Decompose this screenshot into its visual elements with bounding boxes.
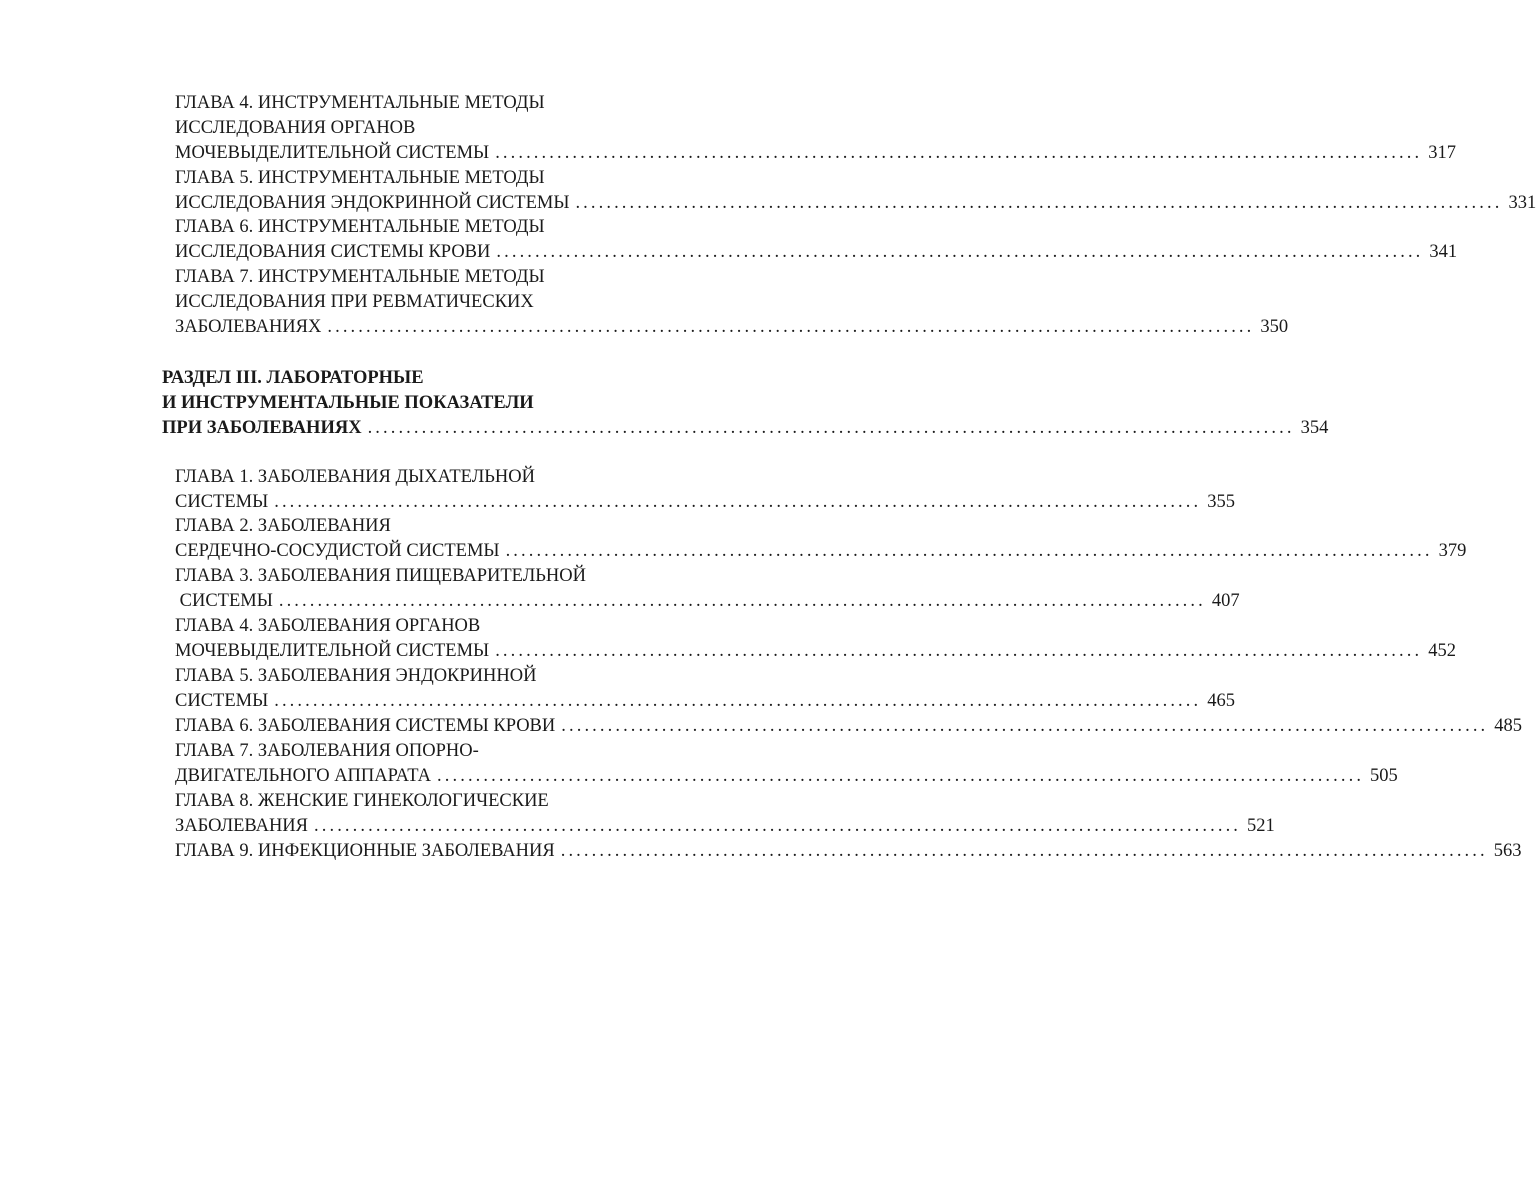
toc-entry-title-line: ГЛАВА 4. ЗАБОЛЕВАНИЯ ОРГАНОВ	[175, 616, 481, 636]
toc-entry-ch4-diseases[interactable]	[175, 614, 1456, 664]
toc-entry-title-end: ГЛАВА 6. ЗАБОЛЕВАНИЯ СИСТЕМЫ КРОВИ	[175, 716, 556, 736]
toc-entry-title-line: ГЛАВА 4. ИНСТРУМЕНТАЛЬНЫЕ МЕТОДЫ	[175, 93, 545, 113]
toc-entry-title-line: ИССЛЕДОВАНИЯ ОРГАНОВ	[175, 118, 416, 138]
dot-leader: ........................................................................................................................	[495, 641, 1423, 661]
toc-entry-ch6-diseases[interactable]	[175, 714, 1523, 739]
toc-entry-leader-line	[175, 764, 1398, 789]
toc-entry-title-end: ИССЛЕДОВАНИЯ СИСТЕМЫ КРОВИ	[175, 242, 491, 262]
toc-page-number: 465	[1207, 691, 1235, 711]
toc-entry-title-end: СИСТЕМЫ	[175, 691, 269, 711]
toc-entry-leader-line	[175, 689, 1235, 714]
toc-entry-leader-line	[175, 490, 1235, 515]
toc-entry-ch7-diseases[interactable]	[175, 739, 1398, 789]
toc-page-number: 563	[1493, 841, 1522, 861]
toc-entry-ch9-diseases[interactable]	[175, 839, 1522, 864]
dot-leader: ........................................................................................................................	[437, 766, 1365, 786]
toc-entry-title-line: ГЛАВА 6. ИНСТРУМЕНТАЛЬНЫЕ МЕТОДЫ	[175, 217, 545, 237]
toc-entry-ch4-instrumental[interactable]	[175, 91, 1456, 166]
dot-leader: ........................................................................................................................	[314, 816, 1242, 836]
toc-entry-title-end: ЗАБОЛЕВАНИЯХ	[175, 317, 322, 337]
dot-leader: ........................................................................................................................	[560, 841, 1488, 861]
toc-entry-ch6-instrumental[interactable]	[175, 215, 1458, 265]
dot-leader: ........................................................................................................................	[575, 193, 1503, 213]
toc-entry-ch5-instrumental[interactable]	[175, 166, 1536, 216]
toc-entry-leader-line	[175, 589, 1240, 614]
toc-entry-leader-line	[175, 639, 1456, 664]
toc-page-number: 331	[1508, 193, 1536, 213]
toc-entry-leader-line	[175, 191, 1536, 216]
toc-page-number: 407	[1211, 591, 1240, 611]
toc-entry-title-line: ГЛАВА 5. ИНСТРУМЕНТАЛЬНЫЕ МЕТОДЫ	[175, 168, 545, 188]
toc-entry-ch1-diseases[interactable]	[175, 465, 1235, 515]
toc-entry-ch8-diseases[interactable]	[175, 789, 1275, 839]
toc-entry-leader-line	[175, 240, 1458, 265]
toc-entry-title-end: МОЧЕВЫДЕЛИТЕЛЬНОЙ СИСТЕМЫ	[175, 143, 490, 163]
toc-entry-title-line: ГЛАВА 2. ЗАБОЛЕВАНИЯ	[175, 516, 391, 536]
toc-entry-title-line: ГЛАВА 8. ЖЕНСКИЕ ГИНЕКОЛОГИЧЕСКИЕ	[175, 791, 549, 811]
toc-entry-title-end: СЕРДЕЧНО-СОСУДИСТОЙ СИСТЕМЫ	[175, 541, 500, 561]
toc-entry-title-line: ГЛАВА 1. ЗАБОЛЕВАНИЯ ДЫХАТЕЛЬНОЙ	[175, 467, 535, 487]
toc-entry-title-end: МОЧЕВЫДЕЛИТЕЛЬНОЙ СИСТЕМЫ	[175, 641, 490, 661]
toc-page-number: 485	[1494, 716, 1523, 736]
toc-page-number: 354	[1300, 418, 1329, 438]
toc-section-3[interactable]	[162, 366, 1329, 441]
toc-entry-title-line: ГЛАВА 3. ЗАБОЛЕВАНИЯ ПИЩЕВАРИТЕЛЬНОЙ	[175, 566, 586, 586]
toc-entry-ch2-diseases[interactable]	[175, 514, 1467, 564]
dot-leader: ........................................................................................................................	[274, 691, 1202, 711]
dot-leader: ........................................................................................................................	[505, 541, 1433, 561]
dot-leader: ........................................................................................................................	[561, 716, 1489, 736]
toc-page-number: 505	[1370, 766, 1398, 786]
toc-entry-title-line: ИССЛЕДОВАНИЯ ПРИ РЕВМАТИЧЕСКИХ	[175, 292, 534, 312]
toc-entry-title-line: ГЛАВА 7. ИНСТРУМЕНТАЛЬНЫЕ МЕТОДЫ	[175, 267, 545, 287]
toc-entry-title-end: ГЛАВА 9. ИНФЕКЦИОННЫЕ ЗАБОЛЕВАНИЯ	[175, 841, 555, 861]
toc-entry-leader-line	[175, 315, 1289, 340]
dot-leader: ........................................................................................................................	[367, 418, 1295, 438]
dot-leader: ........................................................................................................................	[274, 492, 1202, 512]
toc-entry-title-end: ИССЛЕДОВАНИЯ ЭНДОКРИННОЙ СИСТЕМЫ	[175, 193, 570, 213]
toc-entry-ch7-instrumental[interactable]	[175, 265, 1289, 340]
dot-leader: ........................................................................................................................	[495, 143, 1423, 163]
dot-leader: ........................................................................................................................	[278, 591, 1206, 611]
toc-page-number: 521	[1247, 816, 1275, 836]
toc-entry-leader-line	[175, 141, 1456, 166]
dot-leader: ........................................................................................................................	[327, 317, 1255, 337]
toc-entry-title-end: ДВИГАТЕЛЬНОГО АППАРАТА	[175, 766, 432, 786]
toc-entry-leader-line	[175, 714, 1523, 739]
toc-page-number: 379	[1438, 541, 1467, 561]
toc-section-title-line: И ИНСТРУМЕНТАЛЬНЫЕ ПОКАЗАТЕЛИ	[162, 393, 534, 413]
toc-section-leader-line	[162, 416, 1329, 441]
toc-page-number: 341	[1429, 242, 1458, 262]
toc-page-number: 452	[1428, 641, 1456, 661]
toc-entry-title-end: СИСТЕМЫ	[175, 591, 273, 611]
toc-page-number: 355	[1207, 492, 1235, 512]
toc-entry-ch3-diseases[interactable]	[175, 564, 1240, 614]
toc-entry-title-end: СИСТЕМЫ	[175, 492, 269, 512]
toc-entry-ch5-diseases[interactable]	[175, 664, 1235, 714]
toc-page-number: 317	[1428, 143, 1456, 163]
dot-leader: ........................................................................................................................	[496, 242, 1424, 262]
toc-entry-title-line: ГЛАВА 7. ЗАБОЛЕВАНИЯ ОПОРНО-	[175, 741, 479, 761]
toc-entry-leader-line	[175, 814, 1275, 839]
toc-entry-title-end: ЗАБОЛЕВАНИЯ	[175, 816, 309, 836]
toc-section-title-end: ПРИ ЗАБОЛЕВАНИЯХ	[162, 418, 362, 438]
toc-page-number: 350	[1260, 317, 1289, 337]
toc-entry-leader-line	[175, 839, 1522, 864]
toc-entry-title-line: ГЛАВА 5. ЗАБОЛЕВАНИЯ ЭНДОКРИННОЙ	[175, 666, 537, 686]
toc-entry-leader-line	[175, 539, 1467, 564]
toc-section-title-line: РАЗДЕЛ III. ЛАБОРАТОРНЫЕ	[162, 368, 424, 388]
